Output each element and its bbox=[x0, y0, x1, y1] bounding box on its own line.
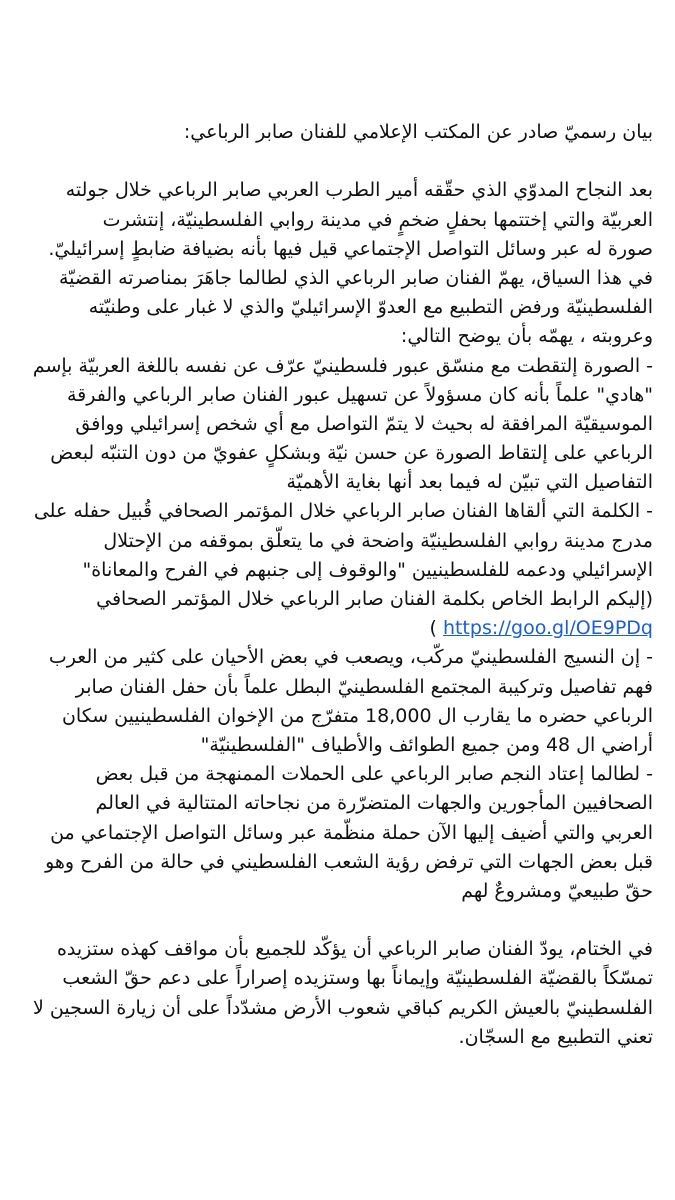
link-close-paren: ) bbox=[429, 617, 437, 640]
body-line: صورة له عبر وسائل التواصل الإجتماعي قيل فيها بأنه بضيافة ضابطٍ إسرائيليّ. bbox=[48, 237, 653, 260]
body-line: فهم تفاصيل وتركيبة المجتمع الفلسطينيّ البطل علماً بأن حفل الفنان صابر bbox=[75, 675, 653, 698]
body-line: أراضي ال 48 ومن جميع الطوائف والأطياف "الفلسطينيّة" bbox=[200, 733, 653, 756]
statement-heading-paragraph bbox=[20, 118, 653, 147]
body-line: - لطالما إعتاد النجم صابر الرباعي على الحملات الممنهجة من قبل بعض bbox=[95, 763, 653, 786]
closing-line: تعني التطبيع مع السجّان. bbox=[458, 1025, 653, 1048]
body-line: حقّ طبيعيّ ومشروعٌ لهم bbox=[461, 879, 653, 902]
statement-document bbox=[20, 118, 653, 1081]
link-line bbox=[20, 614, 653, 643]
body-line: - الصورة إلتقطت مع منسّق عبور فلسطينيّ عرّف عن نفسه باللغة العربيّة بإسم bbox=[32, 354, 653, 377]
closing-line: الفلسطينيّ بالعيش الكريم كباقي شعوب الأرض مشدّداً على أن زيارة السجين لا bbox=[33, 996, 653, 1019]
body-line: الموسيقيّة المرافقة له بحيث لا يتمّ التواصل مع أي شخص إسرائيلي ووافق bbox=[75, 412, 653, 435]
body-line: في هذا السياق، يهمّ الفنان صابر الرباعي الذي لطالما جاهَرَ بمناصرته القضيّة bbox=[58, 266, 653, 289]
statement-body bbox=[20, 176, 653, 906]
body-line: الصحافيين المأجورين والجهات المتضرّرة من نجاحاته المتتالية في العالم bbox=[95, 792, 653, 815]
body-line: الفلسطينيّة ورفض التطبيع مع العدوّ الإسرائيليّ والذي لا غبار على وطنيّته bbox=[88, 296, 653, 319]
body-line: وعروبته ، يهمّه بأن يوضح التالي: bbox=[400, 325, 653, 348]
statement-heading: بيان رسميّ صادر عن المكتب الإعلامي للفنان صابر الرباعي: bbox=[183, 121, 653, 143]
body-line: قبل بعض الجهات التي ترفض رؤية الشعب الفلسطيني في حالة من الفرح وهو bbox=[45, 850, 653, 873]
closing-line: في الختام، يودّ الفنان صابر الرباعي أن يؤكّد للجميع بأن مواقف كهذه ستزيده bbox=[56, 938, 653, 961]
body-line: الرباعي على إلتقاط الصورة عن حسن نيّة وبشكلٍ عفويّ من دون التنبّه لبعض bbox=[50, 442, 653, 465]
body-line: الرباعي حضره ما يقارب ال 18,000 متفرّج من الإخوان الفلسطينيين سكان bbox=[61, 704, 653, 727]
body-line: - الكلمة التي ألقاها الفنان صابر الرباعي خلال المؤتمر الصحافي قُبيل حفله على bbox=[33, 500, 653, 523]
statement-closing bbox=[20, 935, 653, 1052]
body-line: التفاصيل التي تبيّن له فيما بعد أنها بغاية الأهميّة bbox=[286, 471, 653, 494]
body-line: العربي والتي أضيف إليها الآن حملة منظّمة عبر وسائل التواصل الإجتماعي من bbox=[50, 821, 653, 844]
press-conference-link[interactable]: https://goo.gl/OE9PDq bbox=[442, 617, 653, 640]
body-line: العربيّة والتي إختتمها بحفلٍ ضخمٍ في مدينة روابي الفلسطينيّة، إنتشرت bbox=[102, 208, 653, 231]
body-line: (إليكم الرابط الخاص بكلمة الفنان صابر الرباعي خلال المؤتمر الصحافي bbox=[96, 588, 653, 610]
body-line: بعد النجاح المدوّي الذي حقّقه أمير الطرب العربي صابر الرباعي خلال جولته bbox=[65, 179, 653, 202]
body-line: - إن النسيج الفلسطينيّ مركّب، ويصعب في بعض الأحيان على كثير من العرب bbox=[48, 646, 653, 669]
body-line: مدرج مدينة روابي الفلسطينيّة واضحة في ما يتعلّق بموقفه من الإحتلال bbox=[103, 529, 653, 552]
body-line: الإسرائيلي ودعمه للفلسطينيين "والوقوف إلى جنبهم في الفرح والمعاناة" bbox=[82, 558, 653, 581]
closing-line: تمسّكاً بالقضيّة الفلسطينيّة وإيماناً بها وستزيده إصراراً على دعم حقّ الشعب bbox=[62, 967, 653, 990]
body-line: "هادي" علماً بأنه كان مسؤولاً عن تسهيل عبور الفنان صابر الرباعي والفرقة bbox=[67, 383, 653, 406]
